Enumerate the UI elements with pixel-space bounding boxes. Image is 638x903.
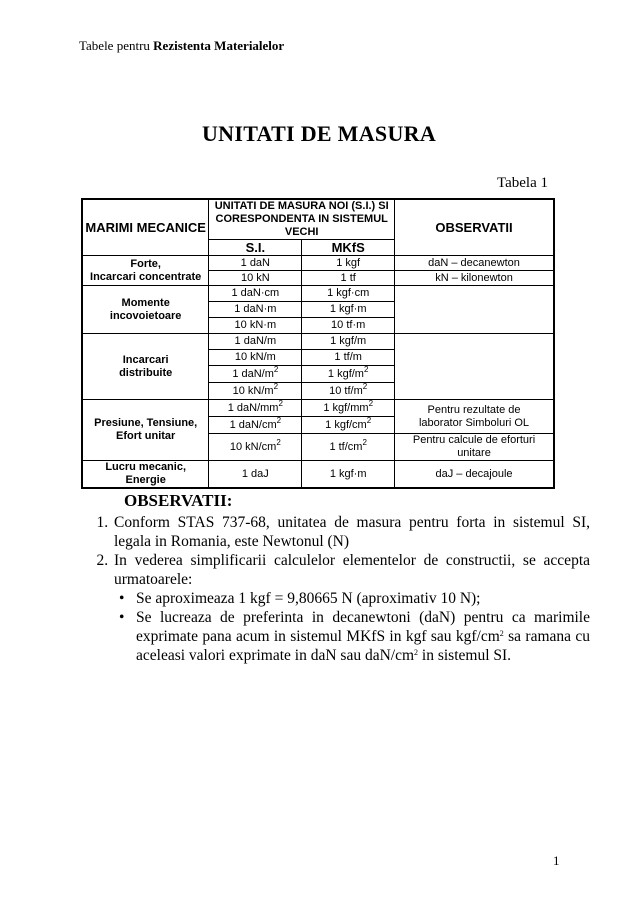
table-cell: 10 kN/m [209, 350, 302, 366]
header-prefix: Tabele pentru [79, 38, 154, 53]
table-cell: 1 daJ [209, 461, 302, 489]
superscript: 2 [273, 381, 279, 391]
header-subject: Rezistenta Materialelor [153, 38, 285, 53]
table-cell: Pentru rezultate de laborator Simboluri OL [395, 400, 554, 434]
table-cell-sup [302, 400, 395, 417]
table-cell: 1 kgf·m [302, 302, 395, 318]
table-cell: 1 kgf/m [302, 334, 395, 350]
table-cell-sup [209, 383, 302, 400]
table-cell-sup [209, 434, 302, 461]
row-label-presiune-2: Efort unitar [116, 430, 176, 442]
cell-text: 1 daN/m [232, 367, 274, 380]
table-cell: 10 tf·m [302, 318, 395, 334]
table-cell-empty [395, 334, 554, 400]
table-cell: 10 kN [209, 271, 302, 286]
page-number: 1 [553, 853, 560, 868]
item-text: In vederea simplificarii calculelor elementelor de constructii, se accepta urmatoarele: [114, 552, 590, 588]
row-label-lucru: Lucru mecanic, Energie [82, 461, 209, 489]
cell-text: 10 kN/m [232, 384, 274, 397]
table-cell: 1 daN·cm [209, 286, 302, 302]
observatii-heading: OBSERVATII: [124, 491, 233, 510]
list-item [112, 513, 590, 551]
table-cell: 1 daN·m [209, 302, 302, 318]
page-header [79, 38, 284, 54]
table-cell: Pentru calcule de eforturi unitare [395, 434, 554, 461]
cell-text: 1 kgf/m [327, 367, 364, 380]
row-label-momente [82, 286, 209, 334]
list-item [112, 551, 590, 665]
superscript: 2 [414, 648, 419, 657]
row-label-forte [82, 256, 209, 286]
superscript: 2 [366, 415, 372, 425]
row-label-forte-1: Forte, [130, 257, 161, 270]
observatii-list [86, 513, 590, 665]
superscript: 2 [368, 398, 374, 408]
bullet-item [136, 589, 590, 608]
row-label-presiune [82, 400, 209, 461]
superscript: 2 [276, 437, 281, 447]
cell-text: 10 kN/cm [229, 440, 277, 453]
cell-text: 10 tf/m [329, 384, 363, 397]
bullet-text: Se lucreaza de preferinta in decanewtoni (daN) pentru ca marimile exprimate pana acum in sistemul MKfS in kgf sau kgf/cm [136, 609, 590, 645]
cell-text: 1 kgf/cm [325, 418, 367, 431]
bullet-text: Se aproximeaza 1 kgf = 9,80665 N (aproximativ 10 N); [136, 590, 481, 607]
row-label-momente-2: incovoietoare [109, 309, 182, 322]
table-cell-sup [302, 383, 395, 400]
bullet-item [136, 608, 590, 665]
table-cell: 1 kgf·m [302, 461, 395, 489]
item-text: Conform STAS 737-68, unitatea de masura pentru forta in sistemul SI, legala in Romania, este Newtonul (N) [114, 514, 590, 550]
table-cell: 10 kN·m [209, 318, 302, 334]
superscript: 2 [363, 364, 369, 374]
superscript: 2 [362, 381, 368, 391]
table-cell: 1 tf/m [302, 350, 395, 366]
superscript: 2 [273, 364, 279, 374]
table-cell: kN – kilonewton [395, 271, 554, 286]
table-cell-sup [302, 434, 395, 461]
table-cell: 1 daN [209, 256, 302, 271]
page-title: UNITATI DE MASURA [201, 121, 437, 146]
row-label-momente-1: Momente [121, 296, 170, 309]
cell-text: 1 daN/cm [229, 418, 277, 431]
header-marimi: MARIMI MECANICE [82, 199, 209, 256]
cell-text: 1 kgf/mm [323, 401, 369, 414]
cell-text: 1 tf/cm [329, 440, 363, 453]
superscript: 2 [276, 415, 282, 425]
row-label-incarcari-1: Incarcari [122, 353, 169, 366]
row-label-presiune-1: Presiune, Tensiune, [94, 417, 198, 429]
table-cell-sup [209, 366, 302, 383]
bullet-text: sa ramana cu aceleasi valori exprimate in daN sau daN/cm [136, 628, 590, 664]
row-label-forte-2: Incarcari concentrate [90, 270, 202, 283]
header-si: S.I. [209, 240, 302, 256]
table-label: Tabela 1 [497, 175, 549, 191]
header-mkfs: MKfS [302, 240, 395, 256]
table-cell: daJ – decajoule [395, 461, 554, 489]
header-unitati: UNITATI DE MASURA NOI (S.I.) SI CORESPONDENTA IN SISTEMUL VECHI [209, 199, 395, 240]
table-cell-sup [209, 417, 302, 434]
bullet-text: in sistemul SI. [418, 647, 512, 664]
row-label-incarcari-2: distribuite [119, 366, 173, 379]
table-cell: 1 daN/m [209, 334, 302, 350]
superscript: 2 [278, 398, 283, 408]
row-label-incarcari [82, 334, 209, 400]
superscript: 2 [362, 437, 367, 447]
table-cell: 1 kgf·cm [302, 286, 395, 302]
table-cell-sup [302, 417, 395, 434]
cell-text: 1 daN/mm [227, 401, 279, 414]
units-table [81, 198, 555, 489]
table-cell: 1 kgf [302, 256, 395, 271]
table-cell: 1 tf [302, 271, 395, 286]
table-cell-sup [209, 400, 302, 417]
table-cell: daN – decanewton [395, 256, 554, 271]
superscript: 2 [499, 629, 504, 638]
bullet-list [114, 589, 590, 665]
table-cell-empty [395, 286, 554, 334]
table-cell-sup [302, 366, 395, 383]
header-observatii: OBSERVATII [395, 199, 554, 256]
